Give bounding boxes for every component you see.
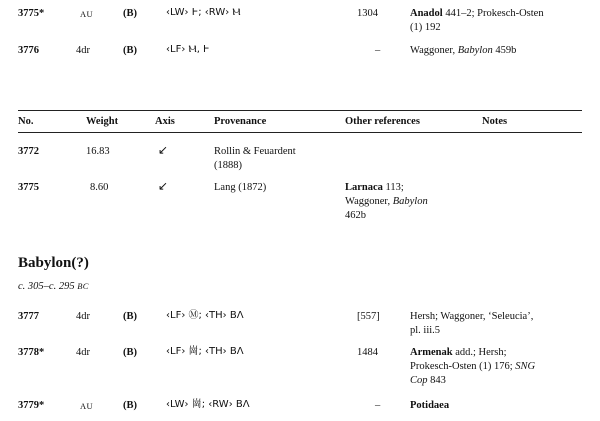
table-header-rule [18, 132, 582, 133]
entry-number: 3777 [18, 311, 39, 322]
entry-legend: ‹LF› Ⓜ; ‹TH› BΛ [166, 310, 244, 321]
entry-reference-line3: Cop 843 [410, 375, 446, 386]
entry-catalog-number: 1484 [357, 347, 378, 358]
entry-reference-line2: (1) 192 [410, 22, 441, 33]
entry-catalog-number: – [375, 400, 381, 411]
table-top-rule [18, 110, 582, 111]
header-weight: Weight [86, 116, 119, 127]
entry-reference: Hersh; Waggoner, ‘Seleucia’, [410, 311, 534, 322]
entry-catalog-number: 1304 [357, 8, 378, 19]
entry-number: 3778* [18, 347, 45, 358]
row-provenance: Lang (1872) [214, 182, 267, 193]
entry-reference-line2: pl. iii.5 [410, 325, 441, 336]
entry-grade: (B) [123, 400, 137, 411]
header-provenance: Provenance [214, 116, 267, 127]
row-provenance: Rollin & Feuardent [214, 146, 296, 157]
row-weight: 8.60 [90, 182, 109, 193]
entry-reference: Anadol 441–2; Prokesch-Osten [410, 8, 544, 19]
entry-catalog-number: – [375, 45, 381, 56]
entry-number: 3776 [18, 45, 39, 56]
row-other-references-line3: 462b [345, 210, 366, 221]
section-date: c. 305–c. 295 BC [18, 281, 89, 292]
entry-grade: (B) [123, 8, 137, 19]
row-other-references-line2: Waggoner, Babylon [345, 196, 428, 207]
header-notes: Notes [482, 116, 508, 127]
entry-legend: ‹LW› 崗; ‹RW› BΛ [166, 399, 250, 410]
entry-reference: Armenak add.; Hersh; [410, 347, 507, 358]
entry-reference: Potidaea [410, 400, 450, 411]
entry-metal: AU [80, 9, 93, 19]
entry-grade: (B) [123, 45, 137, 56]
row-no: 3775 [18, 182, 39, 193]
entry-metal: AU [80, 401, 93, 411]
header-other-references: Other references [345, 116, 420, 127]
row-provenance-line2: (1888) [214, 160, 242, 171]
header-axis: Axis [155, 116, 175, 127]
entry-metal: 4dr [76, 45, 90, 56]
header-no: No. [18, 116, 34, 127]
entry-number: 3779* [18, 400, 45, 411]
entry-reference-line2: Prokesch-Osten (1) 176; SNG [410, 361, 536, 372]
row-no: 3772 [18, 146, 39, 157]
entry-legend: ‹LF› Ⲙ, Ⱶ [166, 44, 210, 55]
entry-legend: ‹LW› Ⱶ; ‹RW› Ⲙ [166, 7, 241, 18]
section-title: Babylon(?) [18, 255, 89, 271]
entry-catalog-number: [557] [357, 311, 380, 322]
entry-reference: Waggoner, Babylon 459b [410, 45, 517, 56]
entry-metal: 4dr [76, 347, 90, 358]
entry-grade: (B) [123, 347, 137, 358]
entry-legend: ‹LF› 崗; ‹TH› BΛ [166, 346, 244, 357]
entry-metal: 4dr [76, 311, 90, 322]
row-other-references: Larnaca 113; [345, 182, 404, 193]
row-axis: ↙ [158, 143, 169, 157]
row-axis: ↙ [158, 179, 169, 193]
entry-number: 3775* [18, 8, 45, 19]
entry-grade: (B) [123, 311, 137, 322]
row-weight: 16.83 [86, 146, 110, 157]
